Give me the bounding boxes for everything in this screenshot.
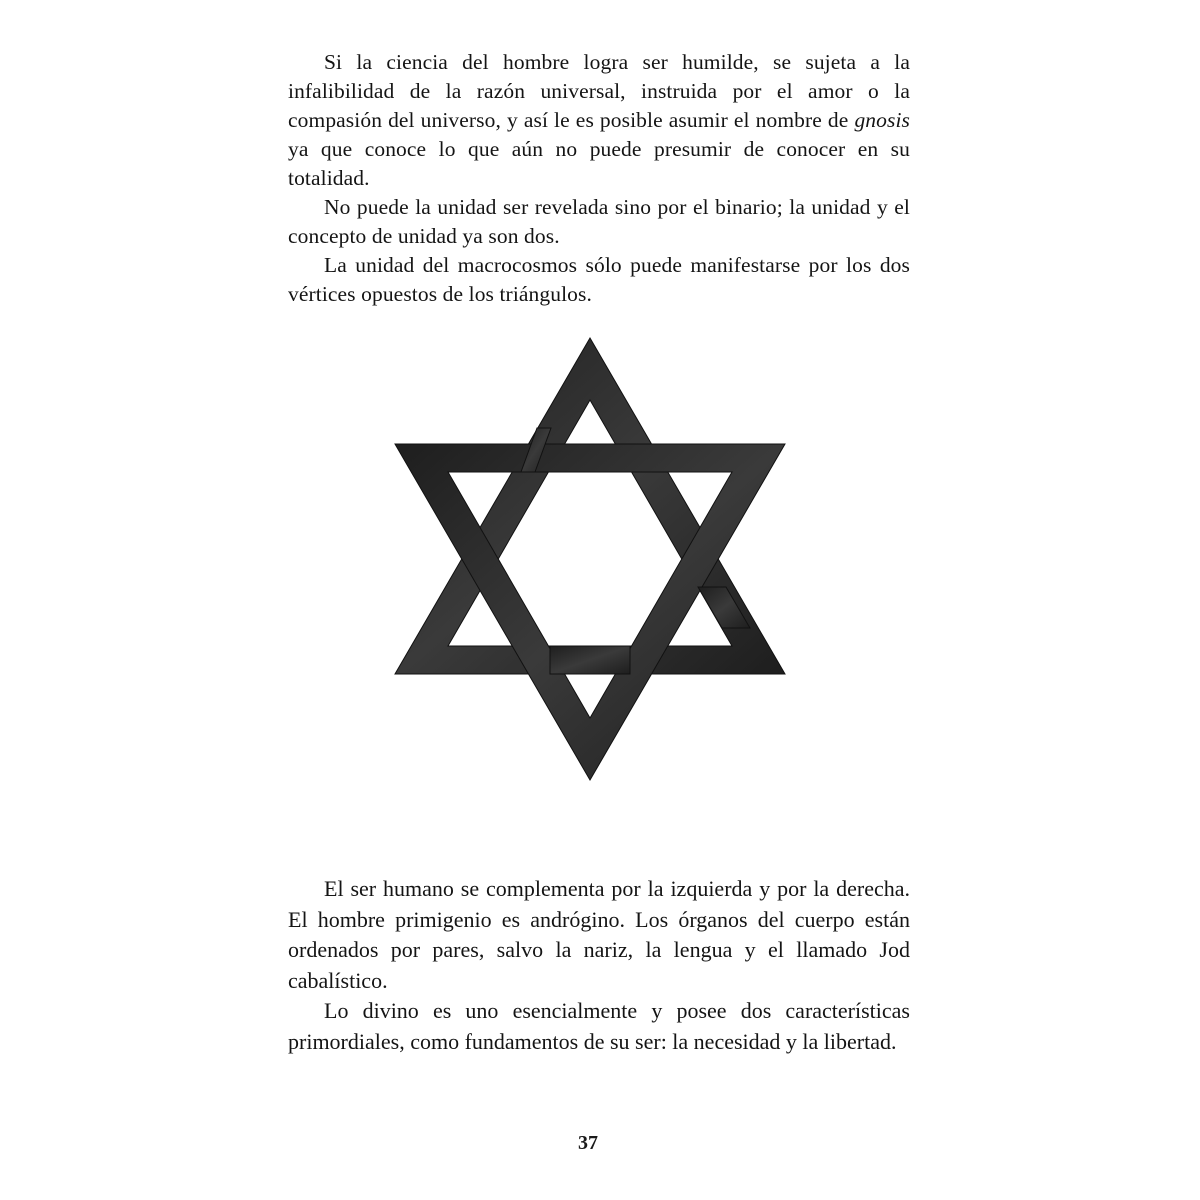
lower-text-block (288, 874, 910, 1057)
interlace-overlay-bottom (550, 646, 630, 674)
paragraph-macrocosm: La unidad del macrocosmos sólo puede manifestarse por los dos vértices opuestos de los triángulos. (288, 253, 910, 306)
paragraph-gnosis-end: ya que conoce lo que aún no puede presumir de conocer en su totalidad. (288, 137, 910, 190)
upper-text-block (288, 48, 910, 309)
paragraph-gnosis (288, 48, 910, 193)
star-figure (390, 328, 790, 790)
paragraph-binary: No puede la unidad ser revelada sino por el binario; la unidad y el concepto de unidad ya son dos. (288, 195, 910, 248)
page-number: 37 (578, 1132, 598, 1154)
paragraph-gnosis-start: Si la ciencia del hombre logra ser humilde, se sujeta a la infalibilidad de la razón universal, instruida por el amor o la compasión del universo, y así le es posible asumir el nombre de (288, 50, 910, 132)
star-of-david-icon (390, 328, 790, 790)
paragraph-androgyny: El ser humano se complementa por la izquierda y por la derecha. El hombre primigenio es andrógino. Los órganos del cuerpo están ordenados por pares, salvo la nariz, la lengua y el llamado Jod cabalístico. (288, 876, 910, 993)
paragraph-divine: Lo divino es uno esencialmente y posee dos características primordiales, como fundamentos de su ser: la necesidad y la libertad. (288, 998, 910, 1054)
gnosis-term: gnosis (854, 108, 910, 132)
